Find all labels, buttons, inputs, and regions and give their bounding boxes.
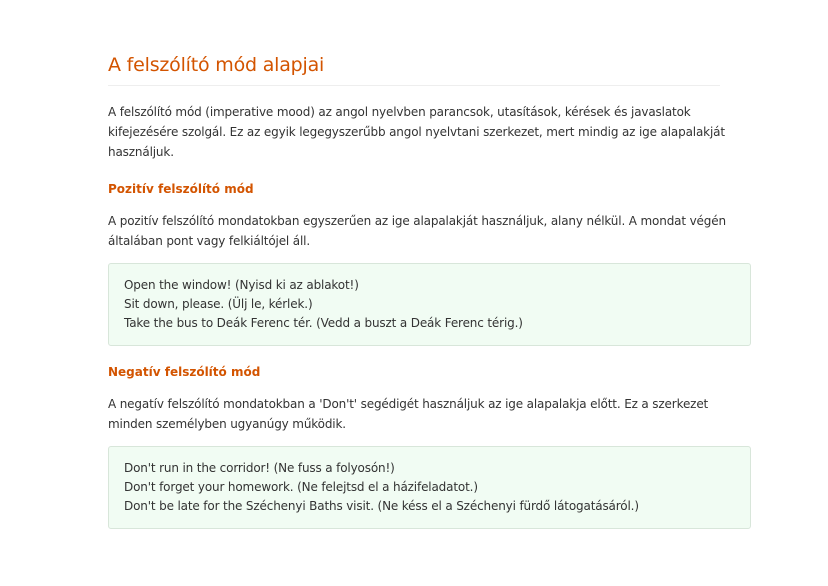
section-text-positive: A pozitív felszólító mondatokban egyszerűen az ige alapalakját használjuk, alany nélkül. A mondat végén általában pont vagy felkiáltójel áll. bbox=[108, 214, 726, 248]
example-box-negative bbox=[108, 446, 751, 529]
section-heading-positive: Pozitív felszólító mód bbox=[108, 182, 254, 196]
page-title: A felszólító mód alapjai bbox=[108, 54, 720, 86]
article bbox=[108, 54, 751, 529]
example-line: Don't run in the corridor! (Ne fuss a folyosón!) bbox=[124, 461, 395, 475]
example-line: Don't be late for the Széchenyi Baths visit. (Ne késs el a Széchenyi fürdő látogatásáról.) bbox=[124, 499, 639, 513]
section-text-negative: A negatív felszólító mondatokban a 'Don't' segédigét használjuk az ige alapalakja előtt. Ez a szerkezet minden személyben ugyanúgy működik. bbox=[108, 397, 709, 431]
example-line: Open the window! (Nyisd ki az ablakot!) bbox=[124, 278, 359, 292]
example-line: Don't forget your homework. (Ne felejtsd el a házifeladatot.) bbox=[124, 480, 478, 494]
example-line: Sit down, please. (Ülj le, kérlek.) bbox=[124, 297, 313, 311]
section-heading-negative: Negatív felszólító mód bbox=[108, 365, 261, 379]
intro-paragraph: A felszólító mód (imperative mood) az angol nyelvben parancsok, utasítások, kérések és javaslatok kifejezésére szolgál. Ez az egyik legegyszerűbb angol nyelvtani szerkezet, mert mindig az ige alapalakját használjuk. bbox=[108, 105, 725, 159]
example-box-positive bbox=[108, 263, 751, 346]
example-line: Take the bus to Deák Ferenc tér. (Vedd a buszt a Deák Ferenc térig.) bbox=[124, 316, 523, 330]
